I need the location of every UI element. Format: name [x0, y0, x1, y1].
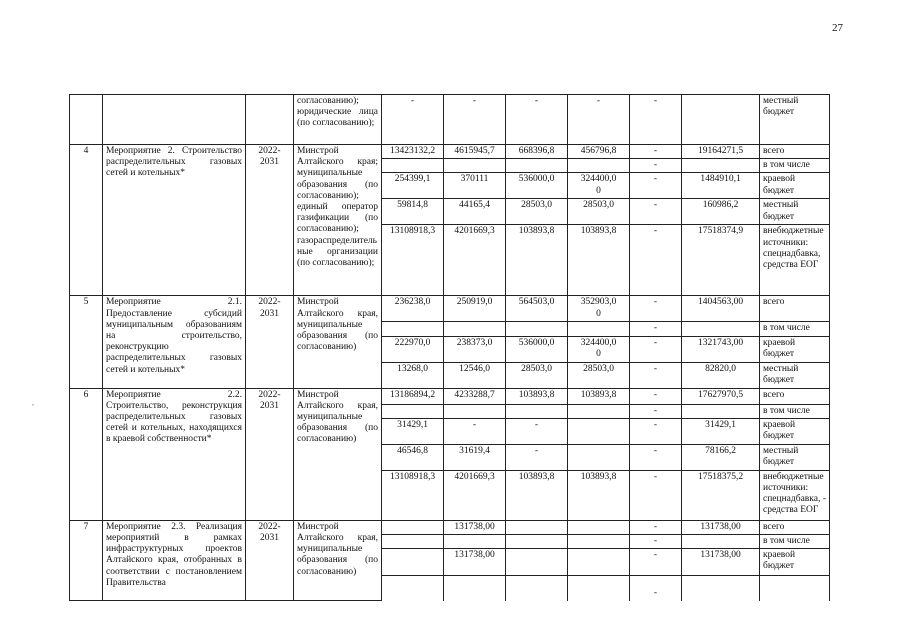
y2025-cell: 456796,8 — [568, 145, 630, 159]
y2024-cell: 103893,8 — [506, 470, 568, 520]
y2023-cell: 4615945,7 — [444, 145, 506, 159]
y2022-cell — [382, 159, 444, 173]
y2025-cell: 28503,0 — [568, 362, 630, 388]
y2026-2031-cell: - — [630, 145, 682, 159]
y2026-2031-cell: - — [630, 470, 682, 520]
source-cell: всего — [760, 296, 830, 322]
total-cell — [682, 576, 760, 601]
row-number-cell: 5 — [70, 296, 103, 388]
y2025-cell: 352903,0 0 — [568, 296, 630, 322]
y2022-cell: 13268,0 — [382, 362, 444, 388]
activity-name-cell: Мероприятие 2.2. Строительство, реконструкция распределительных газовых сетей и котельных, находящихся в краевой собственности* — [103, 388, 246, 520]
y2023-cell: 4201669,3 — [444, 470, 506, 520]
total-cell: 131738,00 — [682, 520, 760, 534]
y2024-cell: 564503,0 — [506, 296, 568, 322]
y2026-2031-cell: - — [630, 576, 682, 601]
y2026-2031-cell: - — [630, 95, 682, 145]
activity-name-cell: Мероприятие 2. Строительство распределительных газовых сетей и котельных* — [103, 145, 246, 296]
y2022-cell — [382, 576, 444, 601]
y2026-2031-cell: - — [630, 549, 682, 576]
y2022-cell: 254399,1 — [382, 173, 444, 199]
y2022-cell: 13186894,2 — [382, 388, 444, 404]
y2023-cell — [444, 159, 506, 173]
y2024-cell — [506, 535, 568, 549]
y2026-2031-cell: - — [630, 404, 682, 418]
table-row — [70, 145, 830, 159]
total-cell: 1484910,1 — [682, 173, 760, 199]
total-cell: 78166,2 — [682, 444, 760, 470]
y2025-cell: 103893,8 — [568, 225, 630, 296]
y2022-cell — [382, 322, 444, 336]
total-cell: 1404563,00 — [682, 296, 760, 322]
y2024-cell: 668396,8 — [506, 145, 568, 159]
y2022-cell: 59814,8 — [382, 199, 444, 225]
y2023-cell: 250919,0 — [444, 296, 506, 322]
total-cell: 82820,0 — [682, 362, 760, 388]
row-number-cell: 6 — [70, 388, 103, 520]
y2024-cell: - — [506, 95, 568, 145]
y2026-2031-cell: - — [630, 159, 682, 173]
y2024-cell — [506, 404, 568, 418]
y2024-cell — [506, 159, 568, 173]
total-cell — [682, 404, 760, 418]
y2023-cell: 12546,0 — [444, 362, 506, 388]
source-cell — [760, 576, 830, 601]
executor-cell: Минстрой Алтайского края, муниципальные образования (по согласованию) — [294, 520, 382, 600]
source-cell: всего — [760, 145, 830, 159]
source-cell: внебюджетные источники: спецнадбавка, средства ЕОГ — [760, 225, 830, 296]
source-cell: краевой бюджет — [760, 418, 830, 444]
source-cell: краевой бюджет — [760, 549, 830, 576]
y2024-cell — [506, 520, 568, 534]
source-cell: всего — [760, 520, 830, 534]
y2023-cell — [444, 576, 506, 601]
page-number: 27 — [832, 22, 843, 34]
y2024-cell — [506, 576, 568, 601]
table-body — [70, 95, 830, 601]
y2024-cell: 536000,0 — [506, 173, 568, 199]
y2025-cell — [568, 418, 630, 444]
y2022-cell: - — [382, 95, 444, 145]
total-cell — [682, 535, 760, 549]
row-number-cell: 4 — [70, 145, 103, 296]
y2025-cell — [568, 444, 630, 470]
total-cell — [682, 159, 760, 173]
total-cell: 19164271,5 — [682, 145, 760, 159]
y2026-2031-cell: - — [630, 173, 682, 199]
y2025-cell — [568, 404, 630, 418]
y2025-cell — [568, 159, 630, 173]
y2023-cell: 131738,00 — [444, 520, 506, 534]
y2023-cell: 370111 — [444, 173, 506, 199]
y2024-cell: 28503,0 — [506, 199, 568, 225]
period-cell: 2022-2031 — [246, 145, 294, 296]
y2026-2031-cell: - — [630, 322, 682, 336]
y2026-2031-cell: - — [630, 388, 682, 404]
y2022-cell: 222970,0 — [382, 336, 444, 362]
y2026-2031-cell: - — [630, 296, 682, 322]
y2026-2031-cell: - — [630, 520, 682, 534]
program-activities-table — [69, 94, 830, 601]
total-cell: 160986,2 — [682, 199, 760, 225]
y2022-cell: 13108918,3 — [382, 225, 444, 296]
period-cell: 2022-2031 — [246, 388, 294, 520]
source-cell: местный бюджет — [760, 444, 830, 470]
y2026-2031-cell: - — [630, 336, 682, 362]
y2024-cell — [506, 549, 568, 576]
y2023-cell — [444, 404, 506, 418]
total-cell — [682, 322, 760, 336]
y2024-cell: 28503,0 — [506, 362, 568, 388]
y2025-cell: - — [568, 95, 630, 145]
y2025-cell: 103893,8 — [568, 470, 630, 520]
y2025-cell: 28503,0 — [568, 199, 630, 225]
y2022-cell: 46546,8 — [382, 444, 444, 470]
y2025-cell — [568, 535, 630, 549]
y2023-cell: 131738,00 — [444, 549, 506, 576]
total-cell: 17518375,2 — [682, 470, 760, 520]
y2024-cell: 103893,8 — [506, 225, 568, 296]
y2025-cell: 324400,0 0 — [568, 336, 630, 362]
y2024-cell — [506, 322, 568, 336]
table-row — [70, 388, 830, 404]
y2022-cell: 13423132,2 — [382, 145, 444, 159]
y2023-cell: 238373,0 — [444, 336, 506, 362]
y2024-cell: 536000,0 — [506, 336, 568, 362]
executor-cell: согласованию); юридические лица (по согласованию); — [294, 95, 382, 145]
y2022-cell — [382, 520, 444, 534]
activity-name-cell: Мероприятие 2.1. Предоставление субсидий муниципальным образованиям на строительство, реконструкцию распределительных газовых сетей и котельных* — [103, 296, 246, 388]
y2022-cell: 236238,0 — [382, 296, 444, 322]
executor-cell: Минстрой Алтайского края, муниципальные образования (по согласованию) — [294, 388, 382, 520]
activity-name-cell: Мероприятие 2.3. Реализация мероприятий в рамках инфраструктурных проектов Алтайского края, отобранных в соответствии с постановлением Правительства — [103, 520, 246, 600]
y2025-cell: 103893,8 — [568, 388, 630, 404]
executor-cell: Минстрой Алтайского края, муниципальные образования (по согласованию) — [294, 296, 382, 388]
y2026-2031-cell: - — [630, 535, 682, 549]
period-cell: 2022-2031 — [246, 296, 294, 388]
y2023-cell — [444, 322, 506, 336]
row-number-cell — [70, 95, 103, 145]
y2023-cell — [444, 535, 506, 549]
y2026-2031-cell: - — [630, 199, 682, 225]
source-cell: в том числе — [760, 159, 830, 173]
table-row — [70, 296, 830, 322]
total-cell: 31429,1 — [682, 418, 760, 444]
source-cell: в том числе — [760, 535, 830, 549]
y2023-cell: 4233288,7 — [444, 388, 506, 404]
y2026-2031-cell: - — [630, 418, 682, 444]
source-cell: в том числе — [760, 404, 830, 418]
y2023-cell: 44165,4 — [444, 199, 506, 225]
source-cell: краевой бюджет — [760, 336, 830, 362]
row-number-cell: 7 — [70, 520, 103, 600]
y2024-cell: 103893,8 — [506, 388, 568, 404]
y2025-cell — [568, 576, 630, 601]
y2022-cell: 31429,1 — [382, 418, 444, 444]
y2023-cell: 4201669,3 — [444, 225, 506, 296]
y2022-cell — [382, 535, 444, 549]
y2026-2031-cell: - — [630, 225, 682, 296]
y2023-cell: - — [444, 95, 506, 145]
y2025-cell — [568, 520, 630, 534]
activity-name-cell — [103, 95, 246, 145]
y2024-cell: - — [506, 418, 568, 444]
source-cell: местный бюджет — [760, 199, 830, 225]
source-cell: краевой бюджет — [760, 173, 830, 199]
source-cell: местный бюджет — [760, 95, 830, 145]
source-cell: всего — [760, 388, 830, 404]
y2022-cell — [382, 404, 444, 418]
period-cell: 2022-2031 — [246, 520, 294, 600]
y2024-cell: - — [506, 444, 568, 470]
y2025-cell — [568, 549, 630, 576]
table-row — [70, 95, 830, 145]
total-cell: 17518374,9 — [682, 225, 760, 296]
table-row — [70, 520, 830, 534]
y2026-2031-cell: - — [630, 444, 682, 470]
total-cell — [682, 95, 760, 145]
executor-cell: Минстрой Алтайского края; муниципальные образования (по согласованию); единый оператор газификации (по согласованию); газораспределительные организации (по согласованию); — [294, 145, 382, 296]
y2022-cell: 13108918,3 — [382, 470, 444, 520]
total-cell: 1321743,00 — [682, 336, 760, 362]
y2025-cell: 324400,0 0 — [568, 173, 630, 199]
source-cell: местный бюджет — [760, 362, 830, 388]
y2023-cell: 31619,4 — [444, 444, 506, 470]
y2023-cell: - — [444, 418, 506, 444]
total-cell: 131738,00 — [682, 549, 760, 576]
total-cell: 17627970,5 — [682, 388, 760, 404]
source-cell: в том числе — [760, 322, 830, 336]
scan-speck: , — [32, 398, 34, 407]
period-cell — [246, 95, 294, 145]
y2026-2031-cell: - — [630, 362, 682, 388]
source-cell: внебюджетные источники: спецнадбавка, - средства ЕОГ — [760, 470, 830, 520]
y2025-cell — [568, 322, 630, 336]
y2022-cell — [382, 549, 444, 576]
